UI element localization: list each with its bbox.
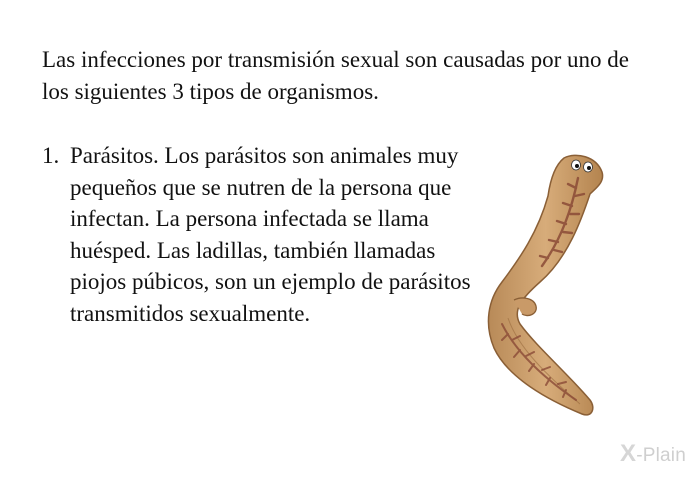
list-item-number: 1. bbox=[42, 143, 60, 168]
xplain-logo bbox=[620, 440, 686, 468]
list-item-text: Parásitos. Los parásitos son animales muy pequeños que se nutren de la persona que infectan. La persona infectada se llama huésped. Las ladillas, también llamadas piojos púbicos, son un ejemplo de parásitos transmitidos sexualmente. bbox=[70, 143, 471, 326]
list-item bbox=[42, 140, 482, 329]
logo-text: -Plain bbox=[636, 445, 686, 466]
intro-paragraph: Las infecciones por transmisión sexual son causadas por uno de los siguientes 3 tipos de organismos. bbox=[42, 47, 629, 104]
logo-mark: X bbox=[620, 440, 637, 467]
flatworm-parasite-icon bbox=[478, 148, 618, 428]
